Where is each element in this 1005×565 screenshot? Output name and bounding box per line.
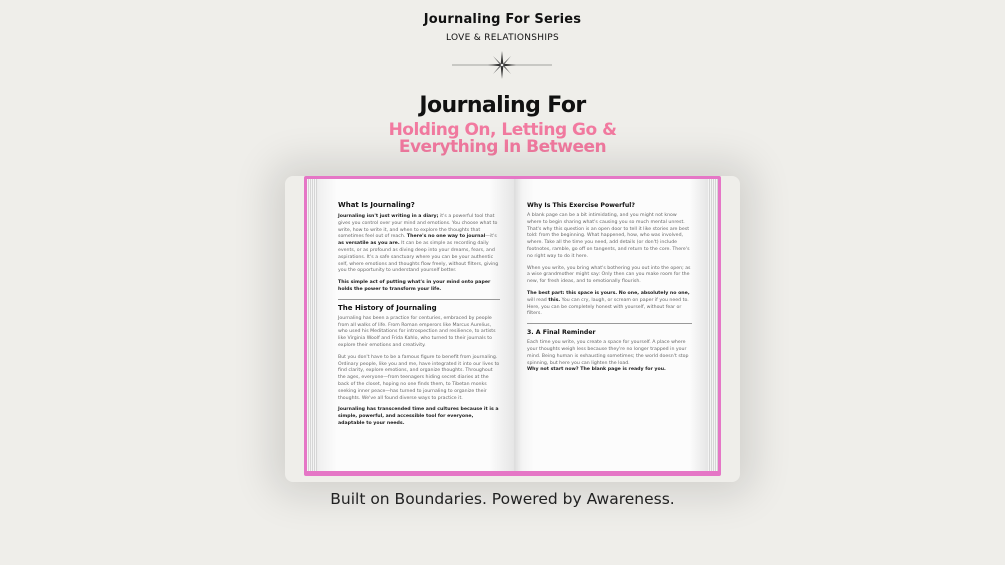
paragraph: Each time you write, you create a space for yourself. A place where your thoughts weigh less because they're no longer trapped in your mind. Being human is exhausting sometimes; the world doesn't stop spinning, but here you can lighten the load. bbox=[527, 340, 689, 366]
series-subtitle: LOVE & RELATIONSHIPS bbox=[445, 33, 560, 43]
open-book bbox=[304, 176, 721, 476]
section-divider bbox=[338, 299, 500, 300]
section-heading: Why Is This Exercise Powerful? bbox=[527, 202, 635, 209]
paragraph: When you write, you bring what's bothering you out into the open; as a wise grandmother might say: Only then can you make room for the new, for fresh ideas, and to emotionally flourish. bbox=[527, 265, 691, 285]
paragraph: This simple act of putting what's in your mind onto paper holds the power to transform your life. bbox=[338, 280, 491, 292]
headline-pink-line-2: Everything In Between bbox=[398, 137, 607, 157]
headline-pink-line-1: Holding On, Letting Go & bbox=[388, 120, 617, 140]
section-divider bbox=[527, 323, 692, 324]
paragraph: Journaling has been a practice for centuries, embraced by people from all walks of life. From Roman emperors like Marcus Aurelius, who used his Meditations for introspection and resilience, to artists like Virginia Woolf and Frida Kahlo, who turned to their journals to explore their emotions and creativity. bbox=[338, 315, 496, 348]
paragraph: Journaling isn't just writing in a diary; it's a powerful tool that gives you control over your mind and emotions. You choose what to write, how to write it, and when to explore the thoughts that sometimes feel out of reach. There's no one way to journal—it's as versatile as you are. It can be as simple as recording daily events, or as profound as diving deep into your dreams, fears, and aspirations. It's a safe sanctuary where you can be your authentic self, where emotions and thoughts flow freely, without filters, giving you the opportunity to understand yourself better. bbox=[338, 214, 499, 274]
paragraph: But you don't have to be a famous figure to benefit from journaling. Ordinary people, like you and me, have integrated it into our lives to find clarity, explore emotions, and organize thoughts. Throughout the ages, everyone—from teenagers hiding secret diaries at the back of the closet, hoping no one finds them, to Tibetan monks seeking inner peace—has turned to journaling to organize their thoughts. We've all found diverse ways to practice it. bbox=[338, 354, 500, 401]
paragraph: Journaling has transcended time and cultures because it is a simple, powerful, and accessible tool for everyone, adaptable to your needs. bbox=[338, 407, 499, 426]
headline-main: Journaling For bbox=[419, 93, 586, 118]
right-page bbox=[514, 179, 718, 471]
left-page bbox=[307, 179, 514, 471]
section-heading: 3. A Final Reminder bbox=[527, 329, 596, 337]
paragraph: The best part: this space is yours. No one, absolutely no one, will read this. You can cry, laugh, or scream on paper if you need to. Here, you can be completely honest with yourself, without fear or filters. bbox=[527, 290, 690, 317]
paragraph: Why not start now? The blank page is ready for you. bbox=[527, 367, 666, 373]
page-stack-right bbox=[708, 179, 718, 471]
section-heading: What Is Journaling? bbox=[338, 201, 415, 209]
tagline: Built on Boundaries. Powered by Awareness. bbox=[330, 490, 675, 508]
paragraph: A blank page can be a bit intimidating, and you might not know where to begin sharing what's causing you so much mental unrest. That's why this question is an open door to tell it like stories are best told: from the beginning. What happened, how, who was involved, where. Take all the time you need, add details (or don't) include footnotes, ramble, go off on tangents, and return to the core. There's no right way to do it here. bbox=[527, 213, 690, 259]
page-stack-left bbox=[307, 179, 317, 471]
section-heading: The History of Journaling bbox=[338, 303, 437, 312]
series-title: Journaling For Series bbox=[423, 12, 582, 27]
compass-star-icon bbox=[452, 50, 552, 80]
